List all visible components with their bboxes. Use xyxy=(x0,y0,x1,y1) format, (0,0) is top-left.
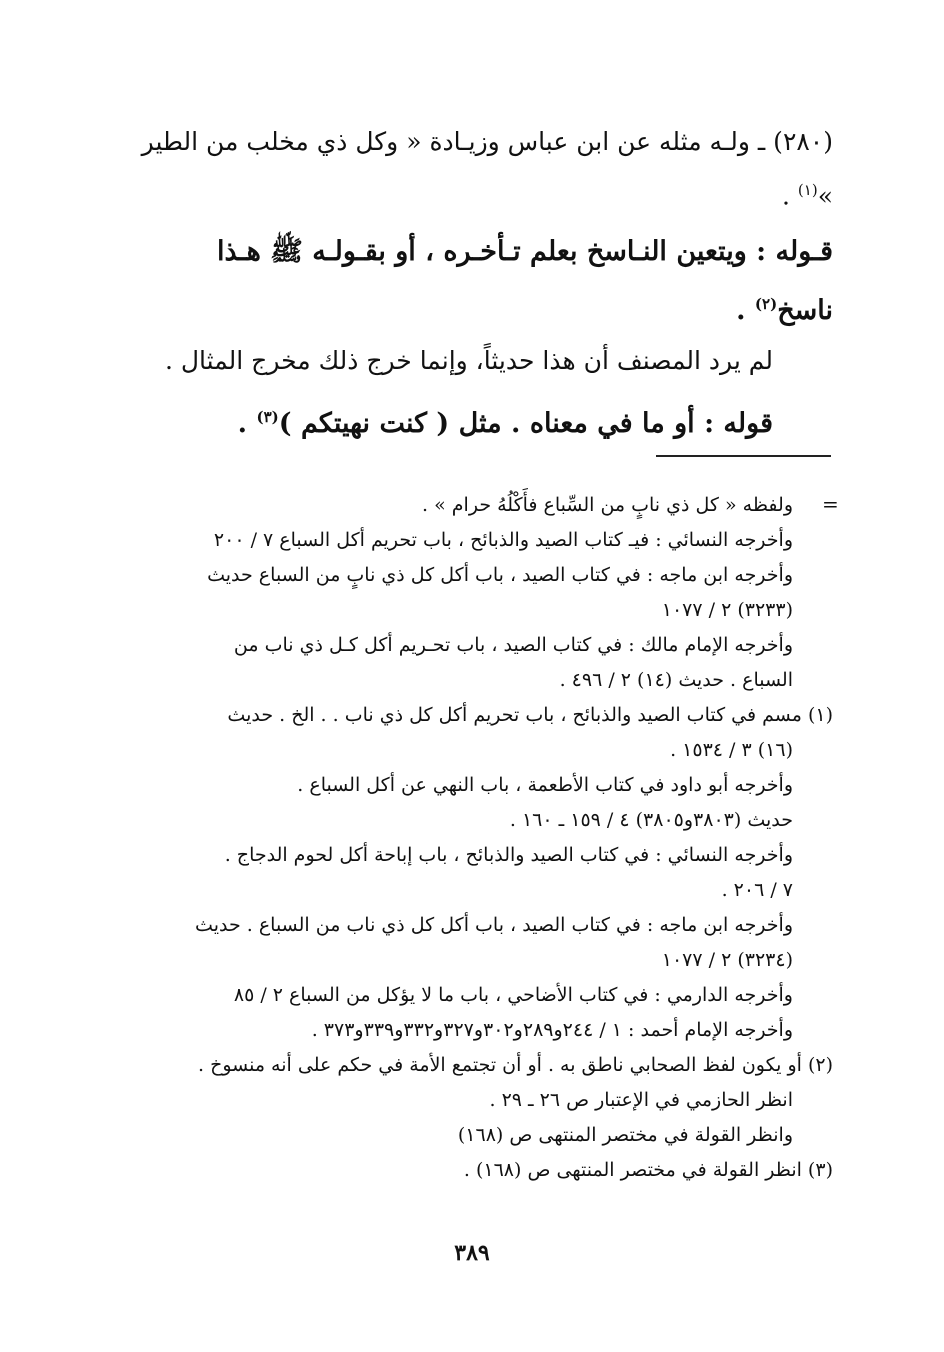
footnote-line: وأخرجه النسائي : في كتاب الصيد والذبائح ، باب إباحة أكل لحوم الدجاج . xyxy=(224,844,793,866)
footnote-line: وأخرجه الدارمي : في كتاب الأضاحي ، باب ما لا يؤكل من السباع ٢ / ٨٥ xyxy=(233,984,793,1006)
footnote-line: وأخرجه الإمام أحمد : ١ / ٢٤٤و٢٨٩و٣٠٢و٣٢٧و٣٣٢و٣٣٩و٣٧٣ . xyxy=(311,1019,793,1041)
footnote-line: وأخرجه أبو داود في كتاب الأطعمة ، باب النهي عن أكل السباع . xyxy=(297,774,793,796)
quote-meaning-text: قوله : أو ما في معناه . مثل ( كنت نهيتكم ) xyxy=(278,408,773,440)
footnote-2-start: (٢) أو يكون لفظ الصحابي ناطق به . أو أن تجتمع الأمة في حكم على أنه منسوخ . xyxy=(198,1054,833,1076)
footnote-line: السباع . حديث (١٤) ٢ / ٤٩٦ . xyxy=(559,669,793,691)
quote-meaning-end: . xyxy=(237,408,257,440)
quote-abrogation xyxy=(138,226,833,337)
footnote-divider xyxy=(656,455,831,457)
quote-abrogation-end: . xyxy=(736,295,755,327)
page-number: ٣٨٩ xyxy=(454,1240,490,1266)
footnote-line: انظر الحازمي في الإعتبار ص ٢٦ ـ ٢٩ . xyxy=(489,1089,793,1111)
footnote-line: (٣٢٣٤) ٢ / ١٠٧٧ xyxy=(661,949,793,971)
footnote-line: ٧ / ٢٠٦ . xyxy=(721,879,793,901)
footnote-line: وأخرجه ابن ماجه : في كتاب الصيد ، باب أكل كل ذي ناب من السباع . حديث xyxy=(195,914,793,936)
footnote-ref-2: (٢) xyxy=(754,295,778,314)
footnote-line: وأخرجه ابن ماجه : في كتاب الصيد ، باب أكل كل ذي نابٍ من السباع حديث xyxy=(207,564,793,586)
commentary: لم يرد المصنف أن هذا حديثاً، وإنما خرج ذلك مخرج المثال . xyxy=(165,346,773,376)
hadith-280-end: . xyxy=(782,181,798,211)
footnote-line: (٣٢٣٣) ٢ / ١٠٧٧ xyxy=(661,599,793,621)
footnote-line: حديث (٣٨٠٣و٣٨٠٥) ٤ / ١٥٩ ـ ١٦٠ . xyxy=(509,809,793,831)
footnote-1-start: (١) مسم في كتاب الصيد والذبائح ، باب تحريم أكل كل ذي ناب . . الخ . حديث xyxy=(227,704,833,726)
footnote-3-start: (٣) انظر القولة في مختصر المنتهى ص (١٦٨) . xyxy=(463,1159,833,1181)
continuation-mark: = xyxy=(822,492,839,516)
footnote-ref-1: (١) xyxy=(797,181,818,199)
footnote-line: ولفظه « كل ذي نابٍ من السِّباع فأَكْلُهُ حرام » . xyxy=(422,494,793,516)
footnote-line: وانظر القولة في مختصر المنتهى ص (١٦٨) xyxy=(457,1124,793,1146)
quote-abrogation-text: قـوله : ويتعين النـاسخ بعلم تـأخـره ، أو بقـولـه ﷺ هـذا ناسخ xyxy=(216,236,833,327)
footnote-line: وأخرجه الإمام مالك : في كتاب الصيد ، باب تحـريم أكل كـل ذي ناب من xyxy=(233,634,793,656)
footnote-line: (١٦) ٣ / ١٥٣٤ . xyxy=(670,739,793,761)
footnote-ref-3: (٣) xyxy=(256,408,279,427)
quote-meaning xyxy=(138,391,833,450)
footnotes xyxy=(138,488,833,1188)
footnote-line: وأخرجه النسائي : فيـ كتاب الصيد والذبائح ، باب تحريم أكل السباع ٧ / ٢٠٠ xyxy=(213,529,793,551)
main-text xyxy=(138,118,833,450)
hadith-280-text: (٢٨٠) ـ ولـه مثله عن ابن عباس وزيـادة « وكل ذي مخلب من الطير » xyxy=(141,127,833,211)
hadith-280 xyxy=(138,118,833,220)
